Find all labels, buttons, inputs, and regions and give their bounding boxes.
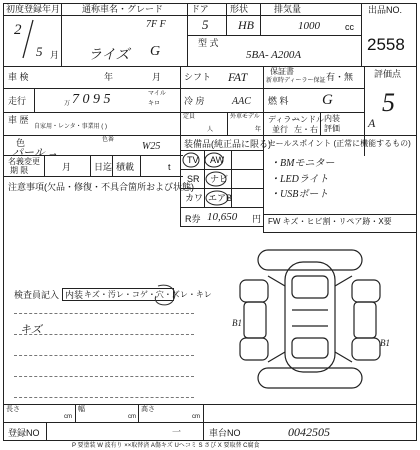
- load-unit: t: [168, 162, 171, 172]
- mileage-unit-km: キロ: [148, 101, 161, 107]
- ext-model-label: 外車モデル: [230, 114, 260, 120]
- trade-name-label: 通称車名・グレード: [82, 4, 164, 14]
- width-label: 幅: [78, 406, 85, 413]
- handle-label: ハンドル: [292, 115, 324, 124]
- equipment-leather: カワ: [185, 193, 204, 203]
- recycle-value: 10,650: [207, 211, 238, 223]
- recycle-unit: 円: [252, 214, 262, 224]
- damage-mark-left: B1: [232, 318, 242, 328]
- shift-value: FAT: [228, 70, 248, 84]
- fuel-label: 燃 料: [268, 96, 289, 106]
- reg-no-label: 登録NO: [8, 428, 40, 438]
- notes-label: 注意事項(欠品・修復・不具合箇所および状態): [8, 182, 194, 192]
- grade-value: G: [150, 44, 161, 59]
- cc-unit: cc: [345, 22, 354, 32]
- width-unit: cm: [128, 414, 136, 420]
- inspection-month-unit: 月: [152, 72, 162, 82]
- handle-option: 左・右: [294, 125, 318, 134]
- color-value: パール →: [12, 147, 59, 159]
- height-label: 高さ: [141, 406, 155, 413]
- warranty-label: 保証書: [270, 67, 294, 76]
- legend: P 要塗装 W 波有り ××取替済 A傷キズ Uヘコミ S さび X 要取替 C腐食: [72, 443, 260, 449]
- color-label: 色: [16, 138, 26, 148]
- capacity-label: 定員: [183, 114, 196, 120]
- history-options: 自家用・レンタ・事業用 ( ): [34, 124, 107, 130]
- type-label: 型 式: [198, 38, 219, 48]
- history-label: 車 歴: [8, 115, 29, 125]
- length-label: 長さ: [6, 406, 20, 413]
- door-value: 5: [202, 17, 209, 32]
- model-name: ライズ: [88, 48, 130, 63]
- damage-mark-right: B1: [380, 338, 390, 348]
- inspector-label: 検査員記入: [14, 290, 60, 300]
- sales-item-3: ・USBポート: [270, 189, 329, 200]
- load-label: 積載: [116, 162, 135, 172]
- inspection-label: 車 検: [8, 72, 29, 82]
- inspector-chip-interior: 内装: [65, 290, 84, 300]
- ac-label: 冷 房: [184, 96, 205, 106]
- color-no-value: W25: [142, 141, 161, 152]
- ext-model-unit: 年: [255, 127, 262, 133]
- capacity-unit: 人: [207, 127, 214, 133]
- equipment-tv: TV: [187, 155, 199, 165]
- dealer-label-2: 並行: [272, 125, 288, 134]
- recycle-label: R券: [185, 214, 201, 224]
- displacement-value: 1000: [298, 20, 320, 32]
- ac-value: AAC: [232, 96, 251, 107]
- deadline-day: 日迄: [94, 162, 113, 172]
- interior-label-2: 評価: [324, 124, 340, 133]
- door-label: ドア: [191, 4, 209, 14]
- dealer-label: ディラー: [268, 115, 300, 124]
- mileage-value: 7 0 9 5: [72, 92, 111, 107]
- length-unit: cm: [64, 414, 72, 420]
- month-unit: 月: [50, 50, 60, 60]
- name-change-label: 名義変更: [8, 157, 40, 166]
- mileage-label: 走行: [8, 96, 27, 106]
- inspection-year-unit: 年: [104, 72, 114, 82]
- shape-label: 形状: [230, 4, 249, 14]
- type-value: 5BA- A200A: [246, 49, 302, 61]
- color-no-label: 色番: [102, 137, 115, 143]
- equipment-title: 装備品(純正品に限る): [184, 139, 271, 149]
- deadline-month: 月: [62, 162, 72, 172]
- equipment-navi: ナビ: [210, 174, 229, 184]
- sales-item-2: ・LEDライト: [270, 174, 329, 185]
- shape-value: HB: [238, 18, 254, 32]
- height-unit: cm: [192, 414, 200, 420]
- name-change-label-2: 期 限: [10, 166, 29, 175]
- reg-no-dash: 一: [172, 427, 182, 437]
- interior-value: A: [368, 116, 376, 130]
- fuel-value: G: [322, 92, 333, 108]
- equipment-sr: SR: [187, 174, 200, 184]
- first-reg-label: 初度登録年月: [6, 4, 61, 14]
- equipment-aw: AW: [210, 155, 225, 165]
- year-value: 2: [14, 22, 22, 38]
- mileage-unit-man: 万: [64, 101, 71, 107]
- sales-item-1: ・BMモニター: [270, 158, 335, 169]
- score-label: 評価点: [374, 69, 402, 79]
- warranty-option: 有・無: [326, 72, 354, 82]
- inspector-handwriting: キズ: [20, 324, 42, 336]
- frame-no-label: 車台NO: [209, 428, 241, 438]
- equipment-airbag: エアB: [208, 193, 233, 203]
- lot-number: 2558: [367, 35, 405, 54]
- shift-label: シフト: [184, 72, 212, 82]
- inspector-chip-list: キズ・汚レ・コゲ・穴・ズレ・キレ: [84, 290, 212, 299]
- grade-note: 7F F: [146, 19, 166, 30]
- frame-no-value: 0042505: [288, 425, 330, 439]
- lot-label: 出品NO.: [368, 5, 403, 15]
- displacement-label: 排気量: [274, 4, 302, 14]
- month-value: 5: [36, 44, 43, 59]
- score-value: 5: [382, 88, 395, 117]
- mileage-unit-mile: マイル: [148, 91, 166, 97]
- damage-header: FW キズ・ヒビ割・リペア跡・X要: [268, 217, 392, 226]
- interior-label: 内装: [324, 114, 340, 123]
- sales-title: セールスポイント (正常に機能するもの): [268, 139, 411, 148]
- warranty-sub: 新車時ディーラー保証: [266, 78, 326, 84]
